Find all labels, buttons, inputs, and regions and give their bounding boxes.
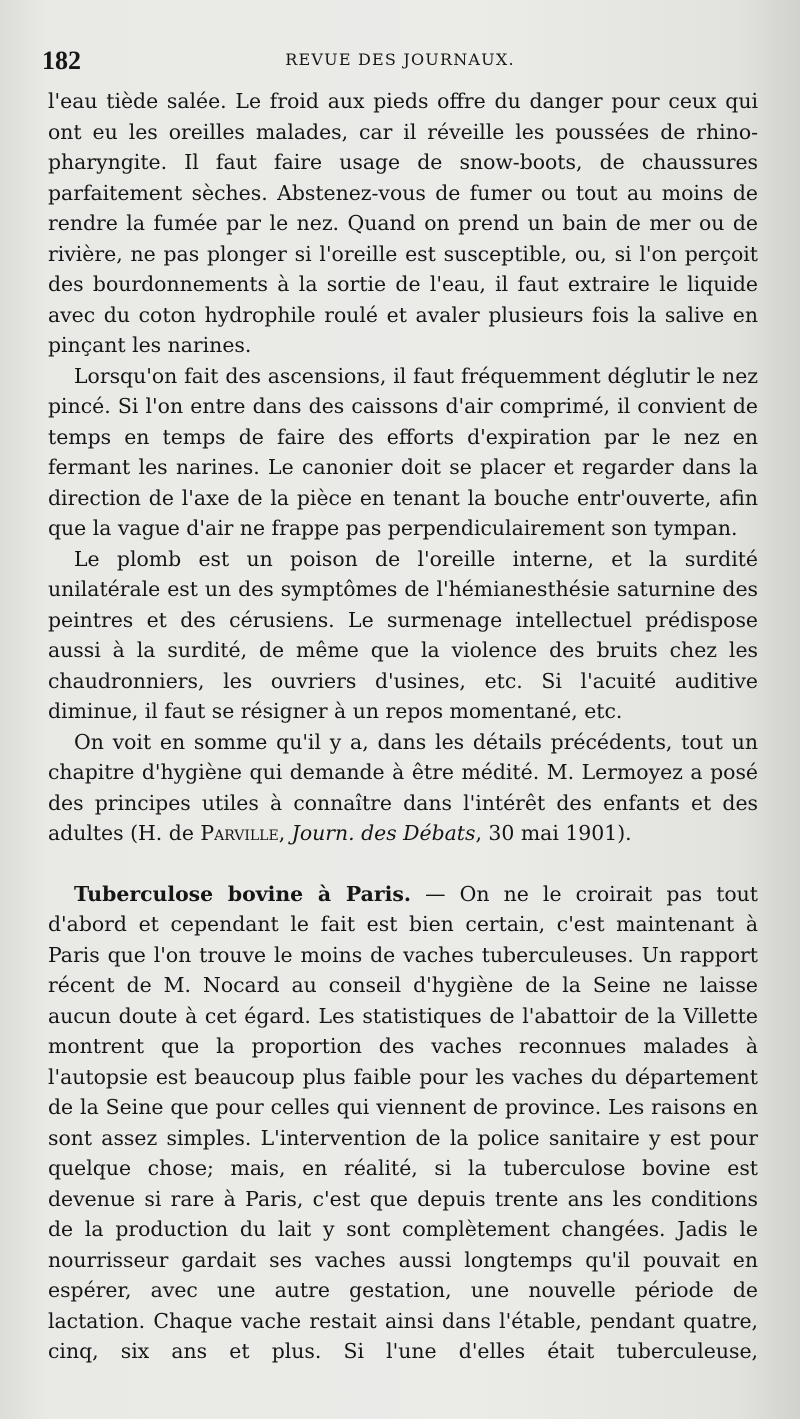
paragraph-ascensions: Lorsqu'on fait des ascensions, il faut fréquemment déglutir le nez pincé. Si l'on entre dans des caissons d'air comprimé, il convient de temps en temps de faire des efforts d'expiration par le nez en fermant les narines. Le canonier doit se placer et regarder dans la direction de l'axe de la pièce en tenant la bouche entr'ouverte, afin que la vague d'air ne frappe pas perpendiculairement son tympan. [48,363,758,540]
page-header [40,46,760,76]
paragraph-tuberculose [48,879,758,1367]
section-dash: — [410,881,460,906]
body-text [48,86,758,1367]
section-text: On ne le croirait pas tout d'abord et cependant le fait est bien certain, c'est maintenant à Paris que l'on trouve le moins de vaches tuberculeuses. Un rapport récent de M. Nocard au conseil d'hygiène de la Seine ne laisse aucun doute à cet égard. Les statistiques de l'abattoir de la Villette montrent que la proportion des vaches reconnues malades à l'autopsie est beaucoup plus faible pour les vaches du département de la Seine que pour celles qui viennent de province. Les raisons en sont assez simples. L'intervention de la police sanitaire y est pour quelque chose; mais, en réalité, si la tuberculose bovine est devenue si rare à Paris, c'est que depuis trente ans les conditions de la production du lait y sont complètement changées. Jadis le nourrisseur gardait ses vaches aussi longtemps qu'il pouvait en espérer, avec une autre gestation, une nouvelle période de lactation. Chaque vache restait ainsi dans l'étable, pendant quatre, cinq, six ans et plus. Si l'une d'elles était tuberculeuse, [48,881,758,1363]
paragraph-conclusion [48,727,758,849]
citation-journal: Journ. des Débats [291,821,476,845]
running-title: REVUE DES JOURNAUX. [285,50,515,69]
citation-date: , 30 mai 1901). [475,821,632,845]
section-title: Tuberculose bovine à Paris. [74,881,411,906]
citation-separator: , [278,821,292,845]
citation-author: Parville [200,821,279,845]
paragraph-plomb: Le plomb est un poison de l'oreille interne, et la surdité unilatérale est un des symptômes de l'hémianesthésie saturnine des peintres et des cérusiens. Le surmenage intellectuel prédispose aussi à la surdité, de même que la violence des bruits chez les chaudronniers, les ouvriers d'usines, etc. Si l'acuité auditive diminue, il faut se résigner à un repos momentané, etc. [48,546,758,723]
page-number: 182 [42,46,81,75]
conclusion-text: On voit en somme qu'il y a, dans les détails précédents, tout un chapitre d'hygiène qui demande à être médité. M. Lermoyez a posé des principes utiles à connaître dans l'intérêt des enfants et des adultes (H. de [48,729,758,845]
paragraph-continuation: l'eau tiède salée. Le froid aux pieds offre du danger pour ceux qui ont eu les oreilles malades, car il réveille les poussées de rhino-pharyngite. Il faut faire usage de snow-boots, de chaussures parfaitement sèches. Abstenez-vous de fumer ou tout au moins de rendre la fumée par le nez. Quand on prend un bain de mer ou de rivière, ne pas plonger si l'oreille est susceptible, ou, si l'on perçoit des bourdonnements à la sortie de l'eau, il faut extraire le liquide avec du coton hydrophile roulé et avaler plusieurs fois la salive en pinçant les narines. [48,89,758,357]
